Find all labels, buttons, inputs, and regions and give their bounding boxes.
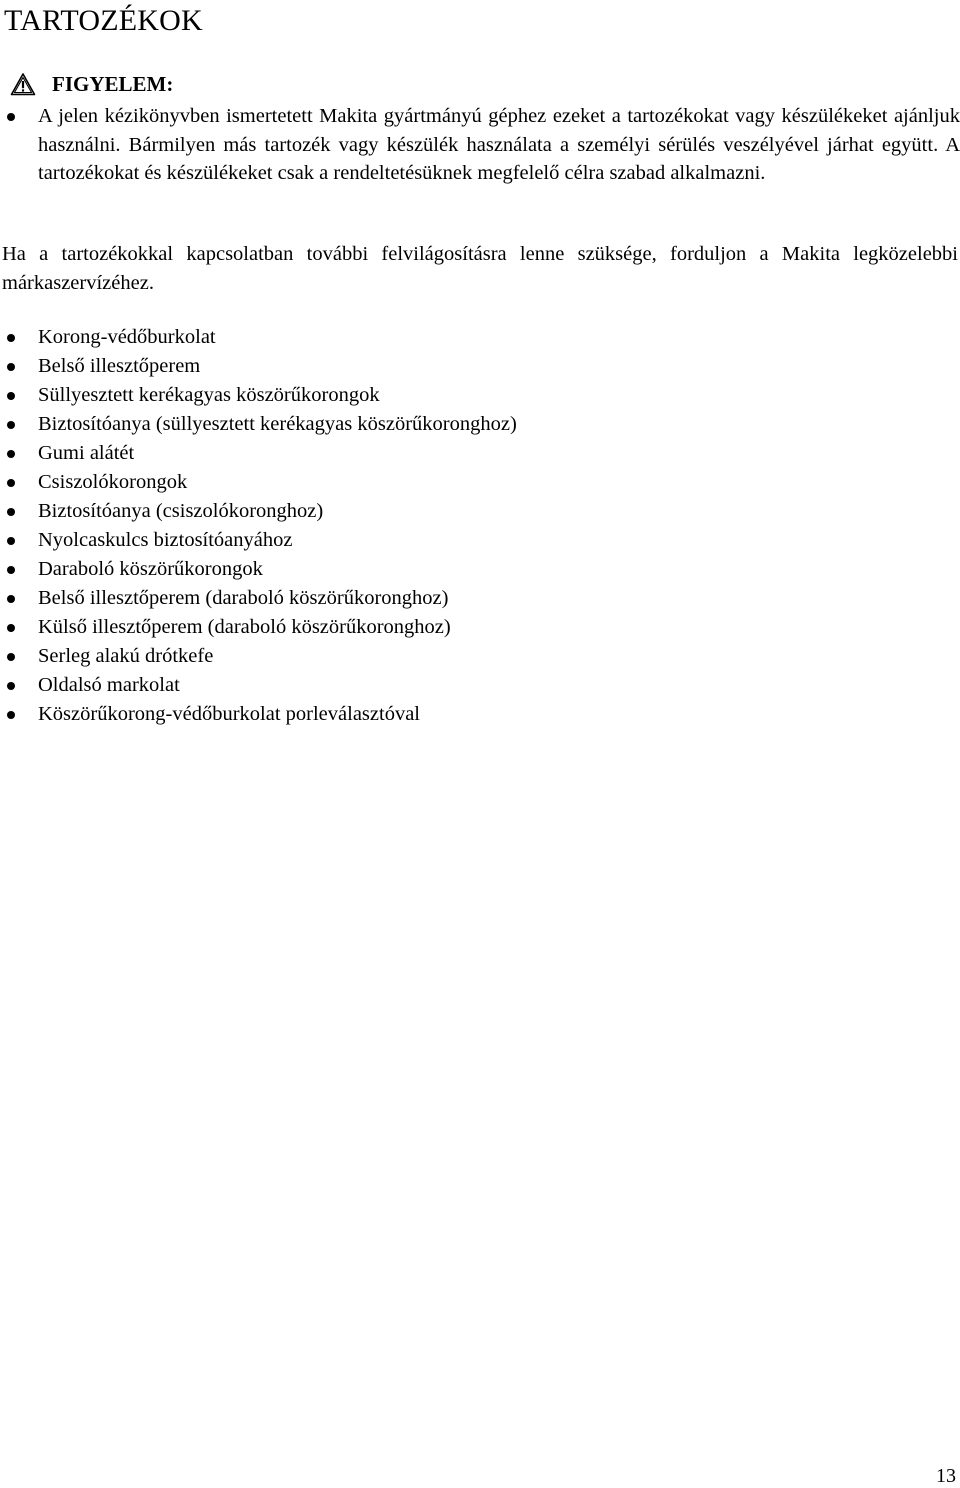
list-item (0, 439, 960, 468)
list-item (0, 584, 960, 613)
list-item (0, 642, 960, 671)
warning-text: A jelen kézikönyvben ismertetett Makita gyártmányú géphez ezeket a tartozékokat vagy készülékeket ajánljuk használni. Bármilyen más tartozék vagy készülék használata a személyi sérülés veszélyével járhat együtt. A tartozékokat és készülékeket csak a rendeltetésüknek megfelelő célra szabad alkalmazni. (38, 105, 960, 184)
list-item-label: Biztosítóanya (csiszolókoronghoz) (38, 500, 324, 522)
warning-heading (6, 70, 173, 98)
list-item (0, 323, 960, 352)
list-item (0, 352, 960, 381)
list-item (0, 671, 960, 700)
warning-triangle-icon (10, 72, 36, 96)
list-item (0, 497, 960, 526)
list-item-label: Külső illesztőperem (daraboló köszörűkoronghoz) (38, 616, 451, 638)
list-item (0, 468, 960, 497)
bullet-icon (7, 566, 15, 574)
bullet-icon (7, 363, 15, 371)
list-item (0, 613, 960, 642)
list-item (0, 555, 960, 584)
list-item (0, 381, 960, 410)
bullet-icon (7, 537, 15, 545)
list-item-label: Belső illesztőperem (38, 355, 201, 377)
bullet-icon (7, 508, 15, 516)
list-item-label: Gumi alátét (38, 442, 135, 464)
list-item-label: Korong-védőburkolat (38, 326, 216, 348)
list-item (0, 410, 960, 439)
list-item (0, 526, 960, 555)
bullet-icon (7, 392, 15, 400)
bullet-icon (7, 450, 15, 458)
warning-label: FIGYELEM: (52, 72, 174, 96)
list-item-label: Belső illesztőperem (daraboló köszörűkoronghoz) (38, 587, 449, 609)
list-item-label: Köszörűkorong-védőburkolat porleválasztóval (38, 703, 420, 725)
list-item-label: Serleg alakú drótkefe (38, 645, 214, 667)
list-item-label: Nyolcaskulcs biztosítóanyához (38, 529, 293, 551)
list-item (0, 700, 960, 729)
list-item-label: Csiszolókorongok (38, 471, 188, 493)
bullet-icon (7, 334, 15, 342)
bullet-icon (7, 682, 15, 690)
info-paragraph: Ha a tartozékokkal kapcsolatban további felvilágosításra lenne szüksége, forduljon a Makita legközelebbi márkaszervízéhez. (2, 243, 958, 294)
bullet-icon (7, 624, 15, 632)
accessories-list (0, 323, 960, 729)
warning-bullet (7, 113, 15, 121)
list-item-label: Biztosítóanya (süllyesztett kerékagyas köszörűkoronghoz) (38, 413, 517, 435)
list-item-label: Süllyesztett kerékagyas köszörűkorongok (38, 384, 380, 406)
bullet-icon (7, 421, 15, 429)
bullet-icon (7, 595, 15, 603)
bullet-icon (7, 653, 15, 661)
bullet-icon (7, 479, 15, 487)
bullet-icon (7, 711, 15, 719)
list-item-label: Daraboló köszörűkorongok (38, 558, 263, 580)
page-number: 13 (936, 1465, 956, 1487)
list-item-label: Oldalsó markolat (38, 674, 180, 696)
page-title: TARTOZÉKOK (4, 4, 203, 37)
